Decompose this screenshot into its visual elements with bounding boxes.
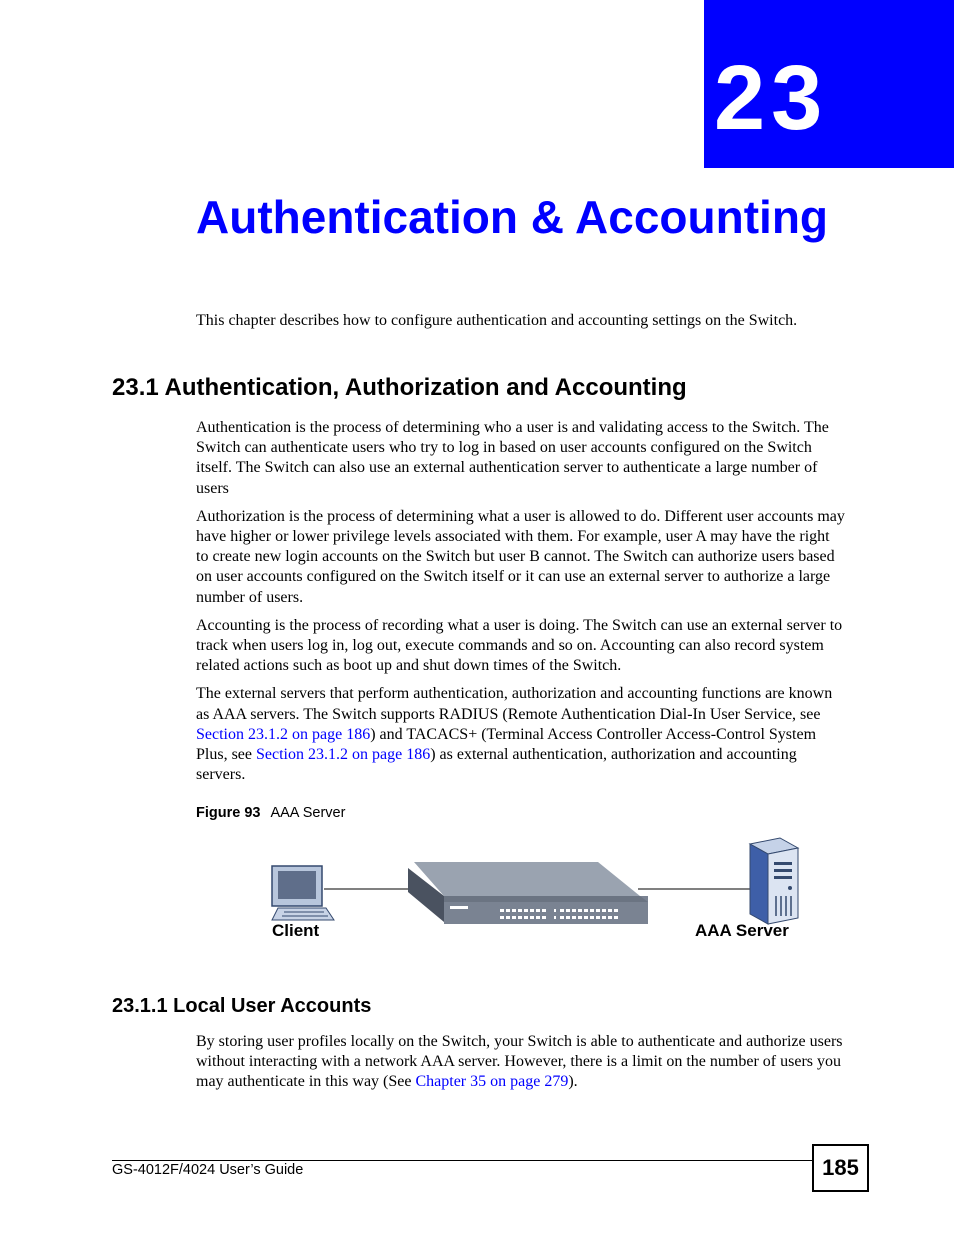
section-heading-23-1: 23.1 Authentication, Authorization and Accounting <box>112 374 687 401</box>
paragraph-accounting: Accounting is the process of recording what a user is doing. The Switch can use an external server to track when users log in, log out, execute commands and so on. Accounting can also record system related actions such as boot up and shut down times of the Switch. <box>196 616 843 675</box>
aaa-server-icon <box>750 838 798 924</box>
aaa-server-label: AAA Server <box>695 921 789 940</box>
paragraph-aaa-servers <box>196 684 846 785</box>
footer-guide-title: GS-4012F/4024 User’s Guide <box>112 1162 304 1178</box>
link-chapter-35[interactable]: Chapter 35 on page 279 <box>415 1073 569 1091</box>
text-span: The external servers that perform authentication, authorization and accounting functions are known as AAA servers. The Switch supports RADIUS (Remote Authentication Dial-In User Service, see <box>196 685 833 723</box>
switch-icon <box>408 862 648 924</box>
text-span: ). <box>568 1073 578 1091</box>
link-section-23-1-2-radius[interactable]: Section 23.1.2 on page 186 <box>196 725 371 743</box>
paragraph-local-user-accounts <box>196 1032 846 1093</box>
figure-caption <box>196 805 345 821</box>
chapter-title: Authentication & Accounting <box>196 191 829 243</box>
client-computer-icon <box>272 866 334 920</box>
text-span: ) as external authentication, authorization and accounting servers. <box>196 746 797 784</box>
figure-title: AAA Server <box>270 805 346 821</box>
text-span: ) and TACACS+ (Terminal Access Controller Access-Control System Plus, see <box>196 725 817 764</box>
chapter-intro: This chapter describes how to configure authentication and accounting settings on the Switch. <box>196 312 798 329</box>
paragraph-authorization: Authorization is the process of determining what a user is allowed to do. Different user accounts may have higher or lower privilege levels associated with them. For example, user A may have the right to create new login accounts on the Switch but user B cannot. The Switch can authorize users based on user accounts configured on the Switch itself or it can use an external server to authorize a large number of users. <box>196 507 845 606</box>
link-section-23-1-2-tacacs[interactable]: Section 23.1.2 on page 186 <box>256 746 431 764</box>
page-number: 185 <box>812 1144 869 1192</box>
section-heading-23-1-1: 23.1.1 Local User Accounts <box>112 995 372 1017</box>
section-body-23-1 <box>196 418 846 793</box>
aaa-server-figure <box>268 832 813 956</box>
figure-number: Figure 93 <box>196 805 261 821</box>
text-span: By storing user profiles locally on the Switch, your Switch is able to authenticate and authorize users without interacting with a network AAA server. However, there is a limit on the number of users you may authenticate in this way (See <box>196 1033 843 1091</box>
paragraph-authentication: Authentication is the process of determining who a user is and validating access to the Switch. The Switch can authenticate users who try to log in based on user accounts configured on the Switch itself. The Switch can also use an external authentication server to authenticate a large number of users <box>196 419 829 497</box>
chapter-number: 23 <box>714 47 829 149</box>
footer-rule <box>112 1160 812 1161</box>
client-label: Client <box>272 921 320 940</box>
section-body-23-1-1 <box>196 1032 846 1101</box>
